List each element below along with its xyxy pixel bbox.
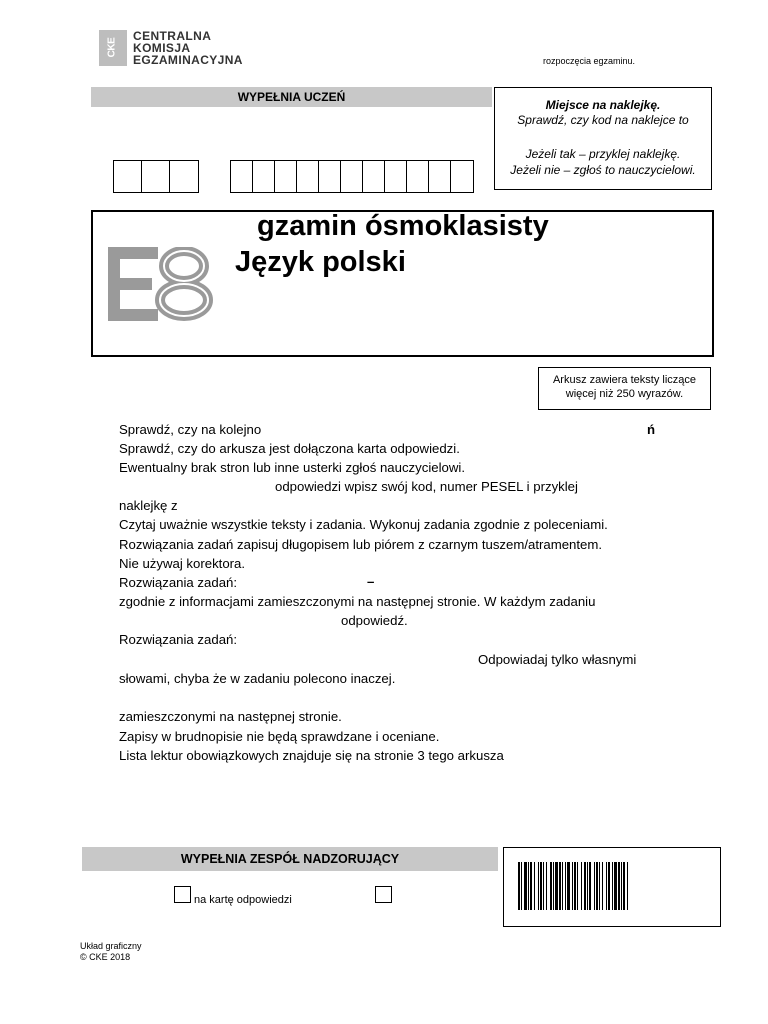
instruction-fragment: ń <box>647 422 656 437</box>
text-length-note <box>538 367 711 410</box>
logo-text-line-3: EGZAMINACYJNA <box>133 53 243 67</box>
second-checkbox[interactable] <box>375 886 392 903</box>
pesel-cell[interactable] <box>363 161 385 192</box>
instruction-line: zamieszczonymi na następnej stronie. <box>119 709 342 724</box>
pesel-cell[interactable] <box>297 161 319 192</box>
instruction-line: Nie używaj korektora. <box>119 556 246 571</box>
instruction-line: zgodnie z informacjami zamieszczonymi na następnej stronie. W każdym zadaniu <box>119 594 596 609</box>
instruction-line: Lista lektur obowiązkowych znajduje się na stronie 3 tego arkusza <box>119 748 504 763</box>
instruction-line: odpowiedzi wpisz swój kod, numer PESEL i przyklej <box>275 479 578 494</box>
pesel-cell[interactable] <box>341 161 363 192</box>
pesel-cell[interactable] <box>429 161 451 192</box>
instruction-line: Rozwiązania zadań: <box>119 575 238 590</box>
pesel-cells[interactable] <box>230 160 474 193</box>
instruction-line: Rozwiązania zadań zapisuj długopisem lub piórem z czarnym tuszem/atramentem. <box>119 537 603 552</box>
logo-text-line-1: CENTRALNA <box>133 29 212 43</box>
start-info-text: rozpoczęcia egzaminu. <box>543 56 636 66</box>
pesel-cell[interactable] <box>253 161 275 192</box>
supervisor-section-header: WYPEŁNIA ZESPÓŁ NADZORUJĄCY <box>82 847 498 871</box>
exam-title: gzamin ósmoklasisty <box>257 210 549 242</box>
instruction-line: Ewentualny brak stron lub inne usterki zgłoś nauczycielowi. <box>119 460 465 475</box>
sticker-line-2: Jeżeli tak – przyklej naklejkę. <box>525 147 681 161</box>
e8-logo-icon <box>108 247 214 326</box>
code-cell[interactable] <box>170 161 198 192</box>
pesel-cell[interactable] <box>275 161 297 192</box>
instruction-line: słowami, chyba że w zadaniu polecono inaczej. <box>119 671 396 686</box>
footer-layout-credit: Układ graficzny <box>80 941 142 951</box>
barcode-icon <box>504 848 720 926</box>
pesel-cell[interactable] <box>319 161 341 192</box>
instruction-line: Odpowiadaj tylko własnymi <box>478 652 637 667</box>
instruction-line: Sprawdź, czy do arkusza jest dołączona karta odpowiedzi. <box>119 441 460 456</box>
code-cell[interactable] <box>142 161 170 192</box>
instruction-line: Sprawdź, czy na kolejno <box>119 422 262 437</box>
student-section-header: WYPEŁNIA UCZEŃ <box>91 87 492 107</box>
pesel-cell[interactable] <box>407 161 429 192</box>
instruction-line: odpowiedź. <box>341 613 408 628</box>
answer-card-checkbox[interactable] <box>174 886 191 903</box>
code-cell[interactable] <box>114 161 142 192</box>
subject-title: Język polski <box>235 246 406 278</box>
pesel-cell[interactable] <box>231 161 253 192</box>
instruction-dash: – <box>367 574 375 589</box>
instruction-line: Zapisy w brudnopisie nie będą sprawdzane i oceniane. <box>119 729 440 744</box>
pesel-cell[interactable] <box>385 161 407 192</box>
sticker-title: Miejsce na naklejkę. <box>545 98 661 112</box>
footer-copyright: © CKE 2018 <box>80 952 131 962</box>
sticker-line-3: Jeżeli nie – zgłoś to nauczycielowi. <box>510 163 696 177</box>
answer-card-label: na kartę odpowiedzi <box>194 894 292 906</box>
sticker-placeholder <box>494 87 712 190</box>
barcode-box <box>503 847 721 927</box>
instruction-line: Rozwiązania zadań: <box>119 632 238 647</box>
cke-logo-icon: CKE <box>99 30 127 66</box>
instruction-line: Czytaj uważnie wszystkie teksty i zadania. Wykonuj zadania zgodnie z poleceniami. <box>119 517 608 532</box>
instruction-line: naklejkę z <box>119 498 178 513</box>
logo-text-line-2: KOMISJA <box>133 41 191 55</box>
student-code-cells[interactable] <box>113 160 199 193</box>
sticker-line-1: Sprawdź, czy kod na naklejce to <box>517 113 689 127</box>
note-line-1: Arkusz zawiera teksty liczące <box>552 374 697 386</box>
note-line-2: więcej niż 250 wyrazów. <box>565 388 684 400</box>
pesel-cell[interactable] <box>451 161 473 192</box>
